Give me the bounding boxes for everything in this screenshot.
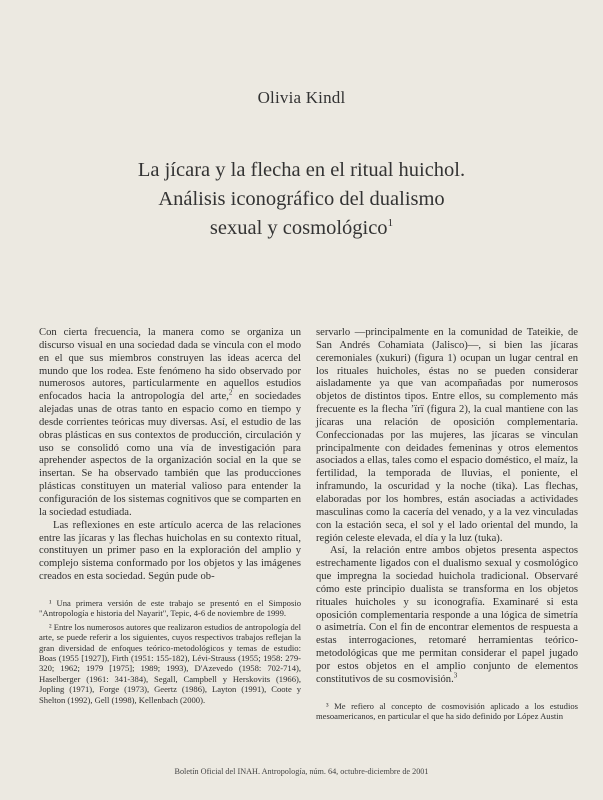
footnote-1: ¹ Una primera versión de este trabajo se presentó en el Simposio "Antropología e historia del Nayarit", Tepic, 4-6 de noviembre de 1999. — [39, 597, 301, 619]
right-column — [316, 327, 578, 724]
note-ref: 2 — [228, 388, 233, 397]
body-paragraph: Con cierta frecuencia, la manera como se organiza un discurso visual en una sociedad dada se vincula con el modo en el que sus miembros construyen las ideas acerca del mundo que los rodea. Este fenómeno ha sido observado por numerosos autores, particularmente en aquellos estudios enfocados hacia la antropología del arte,$^2$ en sociedades alejadas unas de otras tanto en espacio como en tiempo y desde corrientes teóricas muy diversas. Así, el estudio de las obras plásticas en sus contextos de producción, circulación y uso se consolidó como una vía de investigación para aprehender aspectos de la organización social en la que se insertan. Se ha observado también que las producciones plásticas constituyen un material valioso para entender la configuración de los sistemas cognitivos que se comparten en la sociedad estudiada. — [39, 327, 302, 518]
title-line-1: La jícara y la flecha en el ritual huichol. — [137, 159, 466, 181]
body-paragraph: Así, la relación entre ambos objetos presenta aspectos estrechamente ligados con el dualismo sexual y cosmológico que impregna la sociedad huichola tradicional. Observaré cómo este principio dualista se transforma en los objetos rituales huicholes y su iconografía. Examinaré si esta oposición complementaria responde a una lógica de simetría o asimetría. Con el fin de encontrar elementos de respuesta a estas interrogaciones, retomaré herramientas teórico-metodológicas que me permitan considerar el papel jugado por estos objetos en el amplio conjunto de elementos constitutivos de su cosmovisión.$^3$ — [316, 545, 578, 685]
title-note-ref: 1 — [387, 217, 394, 230]
article-title — [60, 156, 543, 243]
journal-footer: Boletín Oficial del INAH. Antropología, núm. 64, octubre-diciembre de 2001 — [174, 767, 429, 776]
title-line-2: Análisis iconográfico del dualismo — [158, 188, 445, 210]
footnotes — [316, 701, 578, 722]
title-line-3: sexual y cosmológico$^1$ — [209, 217, 394, 239]
author-name: Olivia Kindl — [257, 88, 346, 107]
left-column — [39, 327, 301, 708]
footnotes — [39, 598, 301, 705]
body-paragraph: Las reflexiones en este artículo acerca de las relaciones entre las jícaras y las flechas huicholas en su contexto ritual, constituyen un primer paso en la exploración del amplio y complejo sistema conformado por los objetos y las imágenes creados en esta sociedad. Según pude ob- — [39, 519, 301, 583]
footnote-2: ² Entre los numerosos autores que realizaron estudios de antropología del arte, se puede referir a los siguientes, cuyos respectivos trabajos reflejan la gran diversidad de enfoques teórico-metodológicos y temas de estudio: Boas (1955 [1927]), Firth (1951: 155-182), Lévi-Strauss (1955; 1958: 279-320; 1962; 1979 [1975]; 1989; 1993), D'Azevedo (1958: 702-714), Haselberger (1961: 341-384), Segall, Campbell y Herskovits (1966), Jopling (1971), Forge (1973), Geertz (1986), Layton (1991), Coote y Shelton (1992), Gell (1998), Kellenbach (2000). — [39, 621, 301, 705]
footnote-3: ³ Me refiero al concepto de cosmovisión aplicado a los estudios mesoamericanos, en particular el que ha sido definido por López Austin — [316, 700, 578, 722]
body-paragraph: servarlo —principalmente en la comunidad de Tateikie, de San Andrés Cohamiata (Jalisco)—, si bien las jícaras ceremoniales (xukuri) (figura 1) ocupan un lugar central en los rituales huicholes, éstas no se pueden considerar aisladamente ya que van acompañadas por numerosos objetos de distintos tipos. Entre ellos, su complemento más frecuente es la flecha ʼïrï (figura 2), la cual mantiene con las jícaras una relación de oposición complementaria. Confeccionadas por las mujeres, las jícaras se vinculan principalmente con deidades femeninas y otros elementos asociados a ellas, tales como el espacio doméstico, el maíz, la fertilidad, la temporada de lluvias, el poniente, el inframundo, la oscuridad y la noche (tika). Las flechas, elaboradas por los hombres, están asociadas a actividades masculinas como la cacería del venado, y a la vez vinculadas con la estación seca, el sol y el lado oriental del mundo, la región celeste elevada, el día y la luz (tuka). — [316, 327, 578, 544]
note-ref: 3 — [453, 671, 458, 680]
